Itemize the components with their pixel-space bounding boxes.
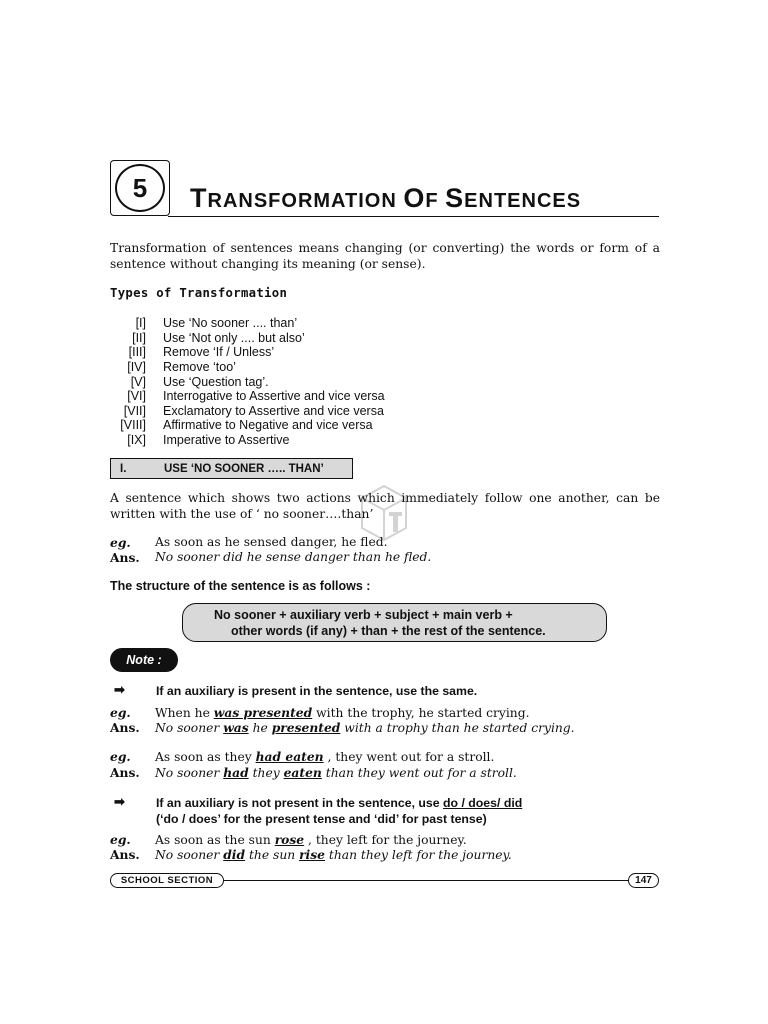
ans-label: Ans. xyxy=(110,550,140,565)
chapter-number: 5 xyxy=(115,164,165,212)
title-rule xyxy=(168,216,659,217)
section-heading-bar xyxy=(110,458,353,479)
answer-text: No sooner did he sense danger than he fled. xyxy=(155,550,432,564)
structure-heading: The structure of the sentence is as follows : xyxy=(110,579,371,593)
ans-label: Ans. xyxy=(110,765,140,780)
section-paragraph: A sentence which shows two actions which immediately follow one another, can be written with the use of ‘ no sooner….than’ xyxy=(110,491,660,521)
types-heading: Types of Transformation xyxy=(110,286,288,300)
list-item: [IV] Remove ‘too’ xyxy=(127,360,236,375)
structure-box xyxy=(182,603,607,642)
types-list xyxy=(110,316,385,447)
arrow-right-icon: ➡ xyxy=(114,794,125,809)
answer-text: No sooner did the sun rise than they left for the journey. xyxy=(155,847,512,862)
list-item: [IX] Imperative to Assertive xyxy=(127,433,290,448)
arrow-right-icon: ➡ xyxy=(114,682,125,697)
list-item: [VI] Interrogative to Assertive and vice versa xyxy=(127,389,385,404)
page-number: 147 xyxy=(628,873,659,888)
answer-text: No sooner was he presented with a trophy than he started crying. xyxy=(155,720,575,735)
footer-section-label: SCHOOL SECTION xyxy=(110,873,224,888)
intro-paragraph: Transformation of sentences means changing (or converting) the words or form of a sentence without changing its meaning (or sense). xyxy=(110,241,660,271)
example-text: As soon as they had eaten , they went out for a stroll. xyxy=(155,749,495,764)
chapter-number-box xyxy=(110,160,170,216)
list-item: [I] Use ‘No sooner .... than’ xyxy=(135,316,298,331)
list-item: [V] Use ‘Question tag’. xyxy=(130,374,269,389)
bullet-text: If an auxiliary is not present in the sentence, use do / does/ did (‘do / does’ for the present tense and ‘did’ for past tense) xyxy=(156,796,523,826)
footer-rule xyxy=(224,880,628,881)
ans-label: Ans. xyxy=(110,720,140,735)
ans-label: Ans. xyxy=(110,847,140,862)
bullet-text: If an auxiliary is present in the sentence, use the same. xyxy=(156,684,478,698)
eg-label: eg. xyxy=(110,832,131,847)
list-item: [II] Use ‘Not only .... but also’ xyxy=(132,330,305,345)
section-number: I. xyxy=(120,462,127,475)
structure-line-1: No sooner + auxiliary verb + subject + main verb + xyxy=(214,608,513,622)
note-badge: Note : xyxy=(110,648,178,672)
structure-line-2: other words (if any) + than + the rest of the sentence. xyxy=(231,624,546,638)
section-title: USE ‘NO SOONER ….. THAN’ xyxy=(164,462,324,475)
example-text: As soon as the sun rose , they left for the journey. xyxy=(155,832,467,847)
answer-text: No sooner had they eaten than they went out for a stroll. xyxy=(155,765,517,780)
eg-label: eg. xyxy=(110,749,131,764)
list-item: [VII] Exclamatory to Assertive and vice versa xyxy=(123,403,384,418)
eg-label: eg. xyxy=(110,705,131,720)
example-text: As soon as he sensed danger, he fled. xyxy=(155,535,388,549)
eg-label: eg. xyxy=(110,535,131,550)
list-item: [III] Remove ‘If / Unless’ xyxy=(128,345,275,360)
list-item: [VIII] Affirmative to Negative and vice versa xyxy=(120,418,373,433)
example-text: When he was presented with the trophy, he started crying. xyxy=(155,705,530,720)
chapter-title: TRANSFORMATION OF SENTENCES xyxy=(190,183,582,213)
